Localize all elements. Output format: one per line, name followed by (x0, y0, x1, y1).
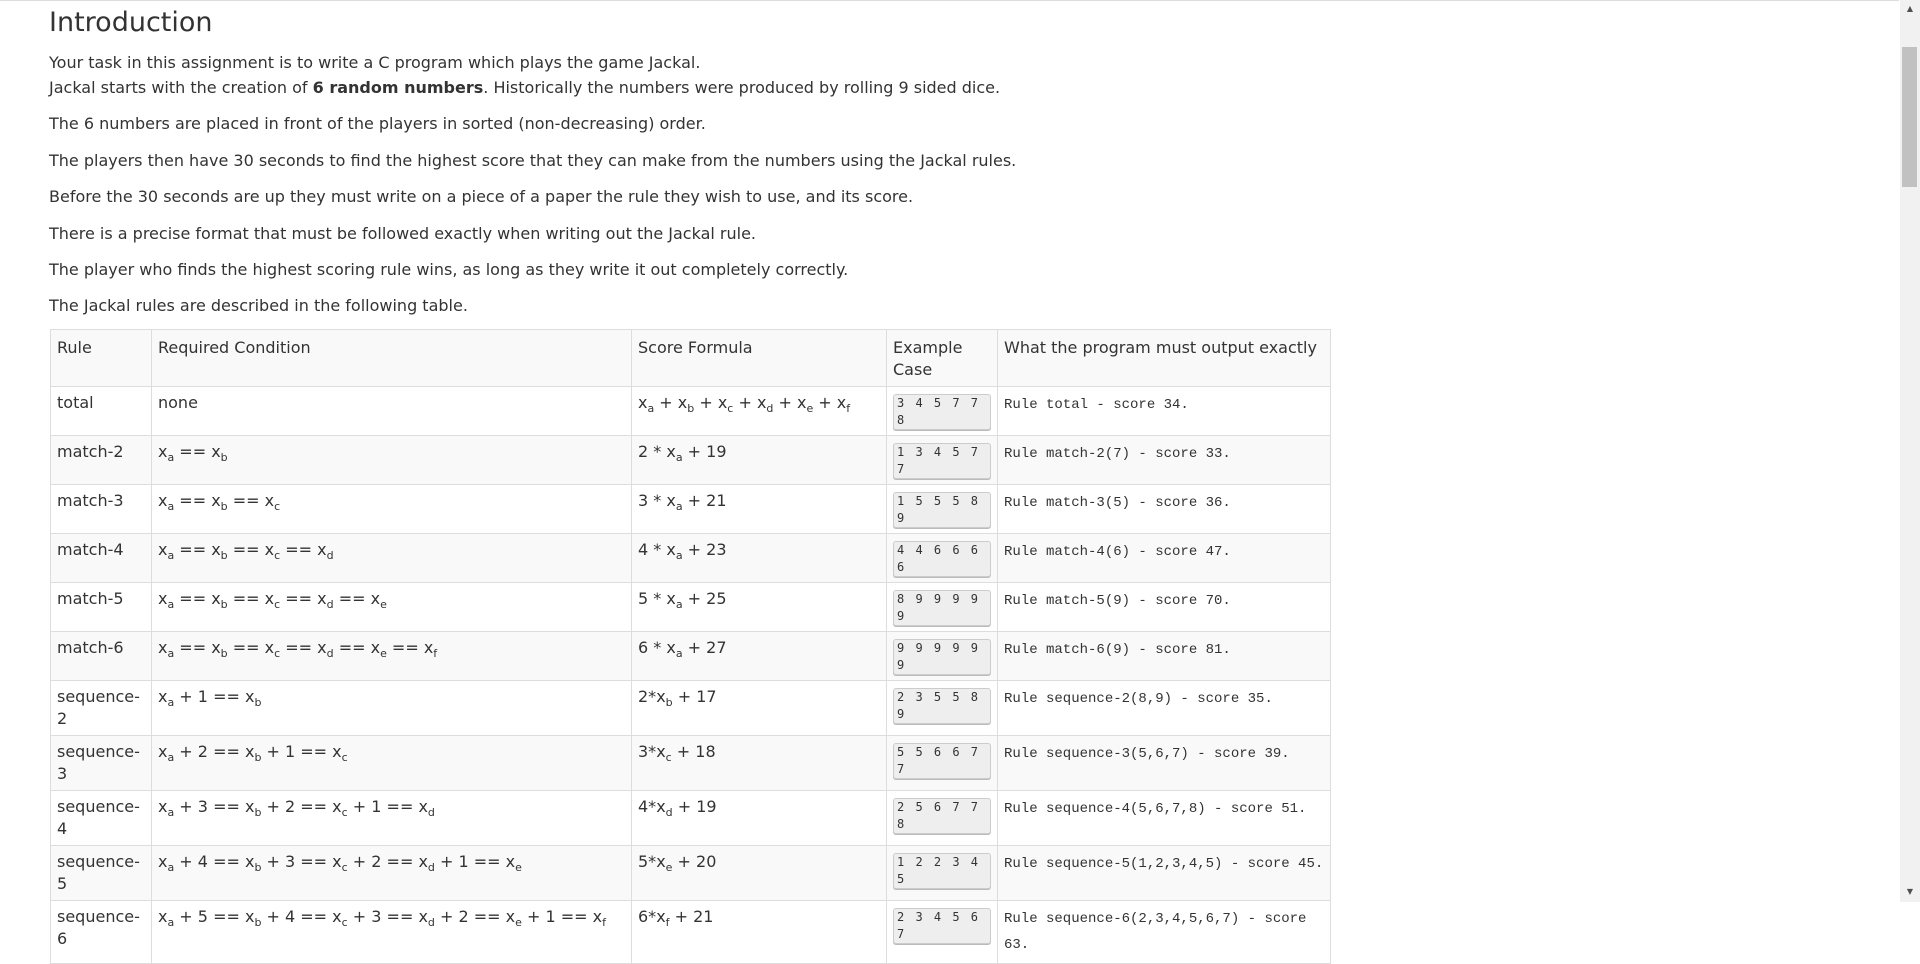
example-dice: 4 4 6 6 6 6 (893, 541, 991, 577)
table-body (51, 387, 1331, 964)
cell-example (887, 534, 998, 583)
scroll-down-arrow-icon[interactable]: ▼ (1906, 887, 1913, 896)
table-row (51, 485, 1331, 534)
vertical-scrollbar[interactable] (1900, 0, 1920, 902)
cell-example (887, 791, 998, 846)
paragraph-jackal-start-bold: 6 random numbers (312, 78, 484, 97)
table-row (51, 387, 1331, 436)
cell-output (998, 485, 1331, 534)
example-dice: 9 9 9 9 9 9 (893, 639, 991, 675)
cell-condition: $x_a + 1 == x_b$ (152, 681, 632, 736)
cell-example (887, 736, 998, 791)
example-dice: 5 5 6 6 7 7 (893, 743, 991, 779)
cell-condition: $x_a == x_b == x_c$ (152, 485, 632, 534)
header-condition: Required Condition (152, 330, 632, 387)
cell-output (998, 387, 1331, 436)
paragraph-task: Your task in this assignment is to write a C program which plays the game Jackal. (49, 53, 701, 72)
cell-score: $2 * x_a + 19$ (632, 436, 887, 485)
cell-example (887, 681, 998, 736)
example-dice: 2 3 5 5 8 9 (893, 688, 991, 724)
output-text: Rule match-2(7) - score 33. (1004, 446, 1231, 462)
cell-condition: $x_a + 3 == x_b + 2 == x_c + 1 == x_d$ (152, 791, 632, 846)
output-text: Rule sequence-3(5,6,7) - score 39. (1004, 746, 1290, 762)
paragraph-winner: The player who finds the highest scoring rule wins, as long as they write it out completely correctly. (49, 260, 849, 279)
cell-example (887, 583, 998, 632)
example-dice: 3 4 5 7 7 8 (893, 394, 991, 430)
top-divider (0, 0, 1899, 1)
output-text: Rule match-5(9) - score 70. (1004, 593, 1231, 609)
example-dice: 2 5 6 7 7 8 (893, 798, 991, 834)
scroll-up-arrow-icon[interactable]: ▲ (1906, 4, 1913, 13)
cell-example (887, 632, 998, 681)
paragraph-format: There is a precise format that must be followed exactly when writing out the Jackal rule. (49, 224, 757, 243)
header-example: Example Case (887, 330, 998, 387)
cell-score: $5*x_e + 20$ (632, 846, 887, 901)
cell-output (998, 436, 1331, 485)
header-rule: Rule (51, 330, 152, 387)
cell-output (998, 681, 1331, 736)
cell-output (998, 736, 1331, 791)
table-header-row (51, 330, 1331, 387)
cell-condition: $x_a == x_b == x_c == x_d == x_e == x_f$ (152, 632, 632, 681)
output-text: Rule sequence-2(8,9) - score 35. (1004, 691, 1273, 707)
cell-rule: sequence-4 (51, 791, 152, 846)
cell-score: $6*x_f + 21$ (632, 901, 887, 964)
cell-output (998, 846, 1331, 901)
cell-rule: total (51, 387, 152, 436)
cell-rule: match-4 (51, 534, 152, 583)
example-dice: 1 5 5 5 8 9 (893, 492, 991, 528)
paragraph-sorted: The 6 numbers are placed in front of the players in sorted (non-decreasing) order. (49, 114, 706, 133)
paragraph-jackal-start-post: . Historically the numbers were produced by rolling 9 sided dice. (483, 78, 1001, 97)
cell-rule: sequence-5 (51, 846, 152, 901)
cell-rule: sequence-2 (51, 681, 152, 736)
table-row (51, 534, 1331, 583)
cell-condition: $x_a == x_b$ (152, 436, 632, 485)
example-dice: 1 3 4 5 7 7 (893, 443, 991, 479)
header-score: Score Formula (632, 330, 887, 387)
cell-condition: $x_a + 5 == x_b + 4 == x_c + 3 == x_d + 2 == x_e + 1 == x_f$ (152, 901, 632, 964)
example-dice: 8 9 9 9 9 9 (893, 590, 991, 626)
cell-condition: $x_a == x_b == x_c == x_d$ (152, 534, 632, 583)
paragraph-write-rule: Before the 30 seconds are up they must write on a piece of a paper the rule they wish to use, and its score. (49, 187, 914, 206)
table-row (51, 846, 1331, 901)
cell-output (998, 632, 1331, 681)
cell-condition: $x_a + 4 == x_b + 3 == x_c + 2 == x_d + 1 == x_e$ (152, 846, 632, 901)
cell-condition: $x_a == x_b == x_c == x_d == x_e$ (152, 583, 632, 632)
cell-score: $2*x_b + 17$ (632, 681, 887, 736)
cell-score: $x_a + x_b + x_c + x_d + x_e + x_f$ (632, 387, 887, 436)
table-row (51, 901, 1331, 964)
paragraph-30-seconds: The players then have 30 seconds to find the highest score that they can make from the numbers using the Jackal rules. (49, 151, 1017, 170)
table-row (51, 583, 1331, 632)
header-output: What the program must output exactly (998, 330, 1331, 387)
cell-condition: none (152, 387, 632, 436)
cell-rule: sequence-6 (51, 901, 152, 964)
cell-score: $3 * x_a + 21$ (632, 485, 887, 534)
page-title: Introduction (49, 7, 213, 38)
output-text: Rule match-6(9) - score 81. (1004, 642, 1231, 658)
cell-rule: match-5 (51, 583, 152, 632)
table-row (51, 736, 1331, 791)
cell-example (887, 901, 998, 964)
cell-output (998, 583, 1331, 632)
table-row (51, 791, 1331, 846)
table-row (51, 681, 1331, 736)
cell-score: $4 * x_a + 23$ (632, 534, 887, 583)
example-dice: 1 2 2 3 4 5 (893, 853, 991, 889)
output-text: Rule match-3(5) - score 36. (1004, 495, 1231, 511)
paragraph-jackal-start-pre: Jackal starts with the creation of (49, 78, 313, 97)
cell-score: $6 * x_a + 27$ (632, 632, 887, 681)
cell-condition: $x_a + 2 == x_b + 1 == x_c$ (152, 736, 632, 791)
output-text: Rule sequence-5(1,2,3,4,5) - score 45. (1004, 856, 1324, 872)
table-row (51, 436, 1331, 485)
cell-example (887, 387, 998, 436)
output-text: Rule total - score 34. (1004, 397, 1189, 413)
cell-output (998, 534, 1331, 583)
output-text: Rule sequence-4(5,6,7,8) - score 51. (1004, 801, 1307, 817)
cell-score: $3*x_c + 18$ (632, 736, 887, 791)
cell-example (887, 846, 998, 901)
table-row (51, 632, 1331, 681)
example-dice: 2 3 4 5 6 7 (893, 908, 991, 944)
output-text: Rule sequence-6(2,3,4,5,6,7) - score 63. (1004, 911, 1307, 953)
cell-rule: match-2 (51, 436, 152, 485)
jackal-rules-table (50, 329, 1331, 964)
cell-score: $5 * x_a + 25$ (632, 583, 887, 632)
cell-output (998, 901, 1331, 964)
cell-score: $4*x_d + 19$ (632, 791, 887, 846)
paragraph-table-intro: The Jackal rules are described in the following table. (49, 296, 468, 315)
cell-rule: match-3 (51, 485, 152, 534)
scrollbar-thumb[interactable] (1902, 47, 1917, 187)
cell-rule: match-6 (51, 632, 152, 681)
output-text: Rule match-4(6) - score 47. (1004, 544, 1231, 560)
cell-output (998, 791, 1331, 846)
cell-example (887, 485, 998, 534)
paragraph-jackal-start (49, 75, 1000, 100)
cell-rule: sequence-3 (51, 736, 152, 791)
cell-example (887, 436, 998, 485)
